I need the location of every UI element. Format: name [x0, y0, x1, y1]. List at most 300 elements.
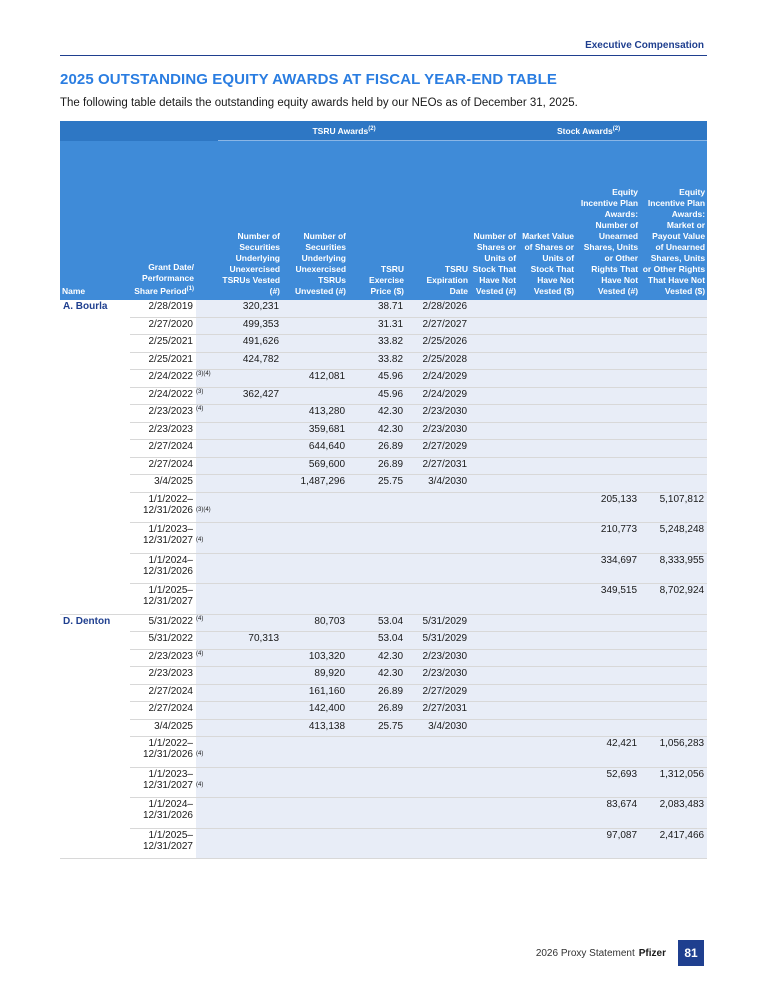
table-row: [60, 702, 707, 720]
eip-units-cell: [576, 422, 640, 440]
shares-not-vested-cell: [470, 405, 518, 423]
table-row: [60, 422, 707, 440]
tsru-unvested-cell: 413,280: [282, 405, 348, 423]
tsru-vested-cell: 362,427: [218, 387, 282, 405]
expiration-date-cell: 2/23/2030: [406, 667, 470, 685]
shares-not-vested-cell: [470, 523, 518, 554]
shares-not-vested-cell: [470, 335, 518, 353]
tsru-unvested-cell: [282, 553, 348, 584]
page-title: 2025 OUTSTANDING EQUITY AWARDS AT FISCAL YEAR-END TABLE: [60, 71, 557, 88]
eip-units-cell: [576, 387, 640, 405]
eip-units-cell: [576, 300, 640, 317]
expiration-date-cell: 2/27/2031: [406, 457, 470, 475]
shares-not-vested-cell: [470, 649, 518, 667]
market-value-cell: [518, 523, 576, 554]
market-value-cell: [518, 737, 576, 768]
tsru-vested-cell: 320,231: [218, 300, 282, 317]
footer-brand: Pfizer: [638, 947, 666, 959]
exercise-price-cell: [348, 737, 406, 768]
tsru-unvested-cell: [282, 584, 348, 615]
grant-date-cell: 2/23/2023: [130, 667, 196, 685]
shares-not-vested-cell: [470, 300, 518, 317]
grant-date-cell: 2/25/2021: [130, 335, 196, 353]
table-row: [60, 457, 707, 475]
shares-not-vested-cell: [470, 684, 518, 702]
tsru-unvested-cell: 161,160: [282, 684, 348, 702]
table-row: [60, 649, 707, 667]
footnote-cell: (3): [196, 387, 218, 405]
name-cell-empty: [60, 457, 130, 475]
eip-value-cell: [640, 335, 707, 353]
shares-not-vested-cell: [470, 492, 518, 523]
exercise-price-cell: 25.75: [348, 475, 406, 493]
eip-value-cell: 2,417,466: [640, 828, 707, 859]
table-row: [60, 737, 707, 768]
footnote-cell: (4): [196, 737, 218, 768]
exercise-price-cell: 31.31: [348, 317, 406, 335]
table-row: [60, 828, 707, 859]
table-row: [60, 632, 707, 650]
tsru-vested-cell: [218, 684, 282, 702]
footnote-cell: [196, 553, 218, 584]
exercise-price-cell: 26.89: [348, 702, 406, 720]
footnote-cell: [196, 632, 218, 650]
market-value-cell: [518, 684, 576, 702]
eip-value-cell: 5,248,248: [640, 523, 707, 554]
expiration-date-cell: 3/4/2030: [406, 475, 470, 493]
tsru-unvested-cell: 103,320: [282, 649, 348, 667]
tsru-unvested-cell: 89,920: [282, 667, 348, 685]
exercise-price-cell: [348, 767, 406, 798]
exercise-price-cell: [348, 798, 406, 829]
expiration-date-cell: [406, 553, 470, 584]
grant-date-cell: 2/25/2021: [130, 352, 196, 370]
col-eip-value: Equity Incentive Plan Awards: Market or Payout Value of Unearned Shares, Units or Other Rights That Have Not Vested ($): [640, 141, 707, 301]
col-tsru-vested: Number of Securities Underlying Unexercised TSRUs Vested (#): [218, 141, 282, 301]
market-value-cell: [518, 828, 576, 859]
eip-units-cell: [576, 405, 640, 423]
market-value-cell: [518, 422, 576, 440]
expiration-date-cell: [406, 584, 470, 615]
expiration-date-cell: 2/27/2029: [406, 440, 470, 458]
market-value-cell: [518, 719, 576, 737]
col-eip-units: Equity Incentive Plan Awards: Number of Unearned Shares, Units or Other Rights That Have Not Vested (#): [576, 141, 640, 301]
tsru-vested-cell: [218, 457, 282, 475]
tsru-vested-cell: [218, 523, 282, 554]
tsru-unvested-cell: 644,640: [282, 440, 348, 458]
tsru-vested-cell: [218, 440, 282, 458]
market-value-cell: [518, 667, 576, 685]
eip-value-cell: 5,107,812: [640, 492, 707, 523]
expiration-date-cell: 2/25/2026: [406, 335, 470, 353]
exercise-price-cell: 38.71: [348, 300, 406, 317]
shares-not-vested-cell: [470, 614, 518, 632]
grant-date-cell: 1/1/2024– 12/31/2026: [130, 798, 196, 829]
tsru-unvested-cell: [282, 335, 348, 353]
grant-date-cell: 5/31/2022: [130, 614, 196, 632]
footnote-cell: [196, 828, 218, 859]
market-value-cell: [518, 767, 576, 798]
name-cell-empty: [60, 553, 130, 584]
tsru-vested-cell: 70,313: [218, 632, 282, 650]
eip-units-cell: 83,674: [576, 798, 640, 829]
table-row: [60, 614, 707, 632]
eip-units-cell: 97,087: [576, 828, 640, 859]
name-cell-empty: [60, 475, 130, 493]
tsru-vested-cell: [218, 667, 282, 685]
tsru-unvested-cell: 413,138: [282, 719, 348, 737]
market-value-cell: [518, 475, 576, 493]
table-row: [60, 584, 707, 615]
shares-not-vested-cell: [470, 370, 518, 388]
expiration-date-cell: 2/23/2030: [406, 405, 470, 423]
expiration-date-cell: 2/27/2029: [406, 684, 470, 702]
person-name: D. Denton: [63, 615, 111, 627]
footnote-cell: [196, 422, 218, 440]
group-stock-awards: Stock Awards$^{(2)}$: [470, 121, 707, 141]
expiration-date-cell: [406, 767, 470, 798]
grant-date-cell: 1/1/2023– 12/31/2027: [130, 767, 196, 798]
eip-units-cell: [576, 352, 640, 370]
exercise-price-cell: 26.89: [348, 684, 406, 702]
exercise-price-cell: [348, 492, 406, 523]
eip-units-cell: [576, 719, 640, 737]
market-value-cell: [518, 335, 576, 353]
name-cell-empty: [60, 632, 130, 650]
market-value-cell: [518, 553, 576, 584]
exercise-price-cell: 45.96: [348, 387, 406, 405]
shares-not-vested-cell: [470, 317, 518, 335]
footnote-cell: (4): [196, 649, 218, 667]
exercise-price-cell: 45.96: [348, 370, 406, 388]
table-row: [60, 405, 707, 423]
footnote-cell: [196, 475, 218, 493]
eip-units-cell: [576, 440, 640, 458]
eip-value-cell: [640, 632, 707, 650]
table-row: [60, 300, 707, 317]
shares-not-vested-cell: [470, 584, 518, 615]
name-cell-empty: [60, 667, 130, 685]
header-spacer: [60, 121, 218, 141]
table-row: [60, 387, 707, 405]
expiration-date-cell: 2/24/2029: [406, 387, 470, 405]
tsru-unvested-cell: [282, 828, 348, 859]
tsru-vested-cell: [218, 370, 282, 388]
eip-value-cell: [640, 702, 707, 720]
col-tsru-unvested: Number of Securities Underlying Unexercised TSRUs Unvested (#): [282, 141, 348, 301]
expiration-date-cell: [406, 828, 470, 859]
tsru-vested-cell: [218, 614, 282, 632]
name-cell-empty: [60, 352, 130, 370]
grant-date-cell: 1/1/2024– 12/31/2026: [130, 553, 196, 584]
exercise-price-cell: [348, 828, 406, 859]
shares-not-vested-cell: [470, 737, 518, 768]
eip-units-cell: [576, 649, 640, 667]
tsru-vested-cell: [218, 422, 282, 440]
eip-units-cell: 42,421: [576, 737, 640, 768]
expiration-date-cell: 5/31/2029: [406, 614, 470, 632]
tsru-vested-cell: [218, 828, 282, 859]
tsru-unvested-cell: [282, 798, 348, 829]
grant-date-cell: 1/1/2022– 12/31/2026: [130, 737, 196, 768]
eip-units-cell: [576, 317, 640, 335]
grant-date-cell: 1/1/2025– 12/31/2027: [130, 584, 196, 615]
exercise-price-cell: 26.89: [348, 440, 406, 458]
expiration-date-cell: 2/27/2027: [406, 317, 470, 335]
grant-date-cell: 2/27/2024: [130, 684, 196, 702]
tsru-vested-cell: 499,353: [218, 317, 282, 335]
group-tsru-awards: TSRU Awards$^{(2)}$: [218, 121, 470, 141]
exercise-price-cell: [348, 584, 406, 615]
grant-date-cell: 2/28/2019: [130, 300, 196, 317]
footnote-cell: [196, 457, 218, 475]
eip-units-cell: 210,773: [576, 523, 640, 554]
grant-date-cell: 2/27/2024: [130, 440, 196, 458]
shares-not-vested-cell: [470, 352, 518, 370]
grant-date-cell: 2/27/2020: [130, 317, 196, 335]
shares-not-vested-cell: [470, 457, 518, 475]
footnote-cell: (4): [196, 767, 218, 798]
table-row: [60, 317, 707, 335]
col-exercise-price: TSRU Exercise Price ($): [348, 141, 406, 301]
market-value-cell: [518, 632, 576, 650]
tsru-vested-cell: [218, 492, 282, 523]
name-cell-empty: [60, 684, 130, 702]
person-name: A. Bourla: [63, 301, 108, 312]
eip-value-cell: [640, 719, 707, 737]
name-cell-empty: [60, 492, 130, 523]
eip-units-cell: [576, 667, 640, 685]
col-grant-date: Grant Date/ Performance Share Period$^{(1)}$: [130, 141, 218, 301]
name-cell-empty: [60, 702, 130, 720]
tsru-vested-cell: [218, 475, 282, 493]
table-row: [60, 370, 707, 388]
tsru-vested-cell: [218, 584, 282, 615]
exercise-price-cell: 53.04: [348, 632, 406, 650]
footnote-cell: (4): [196, 523, 218, 554]
section-label: Executive Compensation: [585, 40, 704, 51]
market-value-cell: [518, 798, 576, 829]
grant-date-cell: 2/27/2024: [130, 702, 196, 720]
eip-value-cell: [640, 457, 707, 475]
tsru-vested-cell: [218, 798, 282, 829]
col-market-value: Market Value of Shares or Units of Stock That Have Not Vested ($): [518, 141, 576, 301]
exercise-price-cell: 42.30: [348, 422, 406, 440]
footnote-cell: (3)(4): [196, 492, 218, 523]
col-name: Name: [60, 141, 130, 301]
table-row: [60, 553, 707, 584]
exercise-price-cell: 42.30: [348, 667, 406, 685]
market-value-cell: [518, 492, 576, 523]
name-cell-empty: [60, 719, 130, 737]
expiration-date-cell: [406, 798, 470, 829]
grant-date-cell: 3/4/2025: [130, 719, 196, 737]
tsru-vested-cell: [218, 737, 282, 768]
eip-units-cell: 334,697: [576, 553, 640, 584]
tsru-unvested-cell: [282, 300, 348, 317]
exercise-price-cell: 53.04: [348, 614, 406, 632]
footnote-cell: [196, 584, 218, 615]
eip-value-cell: [640, 370, 707, 388]
name-cell-empty: [60, 767, 130, 798]
name-cell-empty: [60, 405, 130, 423]
eip-value-cell: [640, 405, 707, 423]
shares-not-vested-cell: [470, 828, 518, 859]
eip-value-cell: [640, 422, 707, 440]
eip-value-cell: [640, 352, 707, 370]
eip-value-cell: [640, 317, 707, 335]
shares-not-vested-cell: [470, 667, 518, 685]
grant-date-cell: 2/24/2022: [130, 387, 196, 405]
tsru-unvested-cell: [282, 737, 348, 768]
shares-not-vested-cell: [470, 440, 518, 458]
market-value-cell: [518, 702, 576, 720]
footnote-cell: (3)(4): [196, 370, 218, 388]
name-cell-empty: [60, 798, 130, 829]
col-shares-not-vested: Number of Shares or Units of Stock That Have Not Vested (#): [470, 141, 518, 301]
shares-not-vested-cell: [470, 702, 518, 720]
name-cell-empty: [60, 387, 130, 405]
expiration-date-cell: 2/28/2026: [406, 300, 470, 317]
grant-date-cell: 2/27/2024: [130, 457, 196, 475]
tsru-unvested-cell: [282, 767, 348, 798]
name-cell-empty: [60, 584, 130, 615]
intro-text: The following table details the outstanding equity awards held by our NEOs as of December 31, 2025.: [60, 97, 578, 109]
eip-value-cell: [640, 387, 707, 405]
name-cell-empty: [60, 317, 130, 335]
exercise-price-cell: [348, 553, 406, 584]
market-value-cell: [518, 440, 576, 458]
tsru-unvested-cell: 1,487,296: [282, 475, 348, 493]
tsru-vested-cell: [218, 767, 282, 798]
name-cell-empty: [60, 370, 130, 388]
eip-units-cell: [576, 335, 640, 353]
footnote-cell: [196, 352, 218, 370]
market-value-cell: [518, 584, 576, 615]
footnote-cell: [196, 798, 218, 829]
shares-not-vested-cell: [470, 767, 518, 798]
exercise-price-cell: 26.89: [348, 457, 406, 475]
expiration-date-cell: 2/23/2030: [406, 422, 470, 440]
footnote-cell: (4): [196, 405, 218, 423]
equity-awards-table: [60, 121, 707, 859]
table-row: [60, 523, 707, 554]
grant-date-cell: 1/1/2025– 12/31/2027: [130, 828, 196, 859]
exercise-price-cell: 25.75: [348, 719, 406, 737]
table-row: [60, 798, 707, 829]
tsru-unvested-cell: 569,600: [282, 457, 348, 475]
shares-not-vested-cell: [470, 387, 518, 405]
expiration-date-cell: [406, 523, 470, 554]
table-row: [60, 352, 707, 370]
name-cell-empty: [60, 422, 130, 440]
eip-units-cell: 205,133: [576, 492, 640, 523]
top-divider: [60, 55, 707, 56]
footnote-cell: [196, 317, 218, 335]
market-value-cell: [518, 457, 576, 475]
grant-date-cell: 1/1/2022– 12/31/2026: [130, 492, 196, 523]
page-footer: [536, 940, 704, 966]
expiration-date-cell: 2/25/2028: [406, 352, 470, 370]
eip-units-cell: [576, 632, 640, 650]
expiration-date-cell: 5/31/2029: [406, 632, 470, 650]
footer-doc-title: 2026 Proxy Statement: [535, 947, 635, 959]
tsru-unvested-cell: [282, 387, 348, 405]
shares-not-vested-cell: [470, 632, 518, 650]
exercise-price-cell: [348, 523, 406, 554]
tsru-unvested-cell: [282, 632, 348, 650]
tsru-vested-cell: [218, 649, 282, 667]
tsru-unvested-cell: [282, 492, 348, 523]
shares-not-vested-cell: [470, 422, 518, 440]
table-row: [60, 335, 707, 353]
market-value-cell: [518, 649, 576, 667]
expiration-date-cell: 3/4/2030: [406, 719, 470, 737]
market-value-cell: [518, 317, 576, 335]
grant-date-cell: 3/4/2025: [130, 475, 196, 493]
eip-value-cell: [640, 300, 707, 317]
eip-value-cell: [640, 649, 707, 667]
exercise-price-cell: 33.82: [348, 352, 406, 370]
table-row: [60, 684, 707, 702]
table-row: [60, 719, 707, 737]
table-row: [60, 475, 707, 493]
expiration-date-cell: 2/24/2029: [406, 370, 470, 388]
footnote-cell: [196, 440, 218, 458]
page-number: 81: [678, 940, 704, 966]
name-cell-empty: [60, 335, 130, 353]
market-value-cell: [518, 405, 576, 423]
market-value-cell: [518, 370, 576, 388]
eip-units-cell: [576, 614, 640, 632]
shares-not-vested-cell: [470, 719, 518, 737]
col-expiration-date: TSRU Expiration Date: [406, 141, 470, 301]
footnote-cell: (4): [196, 614, 218, 632]
expiration-date-cell: 2/27/2031: [406, 702, 470, 720]
footnote-cell: [196, 300, 218, 317]
name-cell-empty: [60, 649, 130, 667]
eip-units-cell: 349,515: [576, 584, 640, 615]
eip-value-cell: 8,333,955: [640, 553, 707, 584]
shares-not-vested-cell: [470, 475, 518, 493]
table-row: [60, 492, 707, 523]
footnote-cell: [196, 667, 218, 685]
eip-value-cell: 2,083,483: [640, 798, 707, 829]
tsru-unvested-cell: [282, 523, 348, 554]
market-value-cell: [518, 352, 576, 370]
name-cell-empty: [60, 737, 130, 768]
name-cell-empty: [60, 440, 130, 458]
shares-not-vested-cell: [470, 798, 518, 829]
grant-date-cell: 2/23/2023: [130, 422, 196, 440]
market-value-cell: [518, 614, 576, 632]
expiration-date-cell: 2/23/2030: [406, 649, 470, 667]
grant-date-cell: 2/23/2023: [130, 649, 196, 667]
eip-units-cell: [576, 684, 640, 702]
eip-value-cell: 1,056,283: [640, 737, 707, 768]
tsru-unvested-cell: 359,681: [282, 422, 348, 440]
tsru-vested-cell: 491,626: [218, 335, 282, 353]
eip-value-cell: [640, 684, 707, 702]
market-value-cell: [518, 387, 576, 405]
tsru-vested-cell: 424,782: [218, 352, 282, 370]
eip-units-cell: [576, 370, 640, 388]
expiration-date-cell: [406, 492, 470, 523]
exercise-price-cell: 33.82: [348, 335, 406, 353]
name-cell-empty: [60, 523, 130, 554]
grant-date-cell: 5/31/2022: [130, 632, 196, 650]
tsru-unvested-cell: [282, 352, 348, 370]
